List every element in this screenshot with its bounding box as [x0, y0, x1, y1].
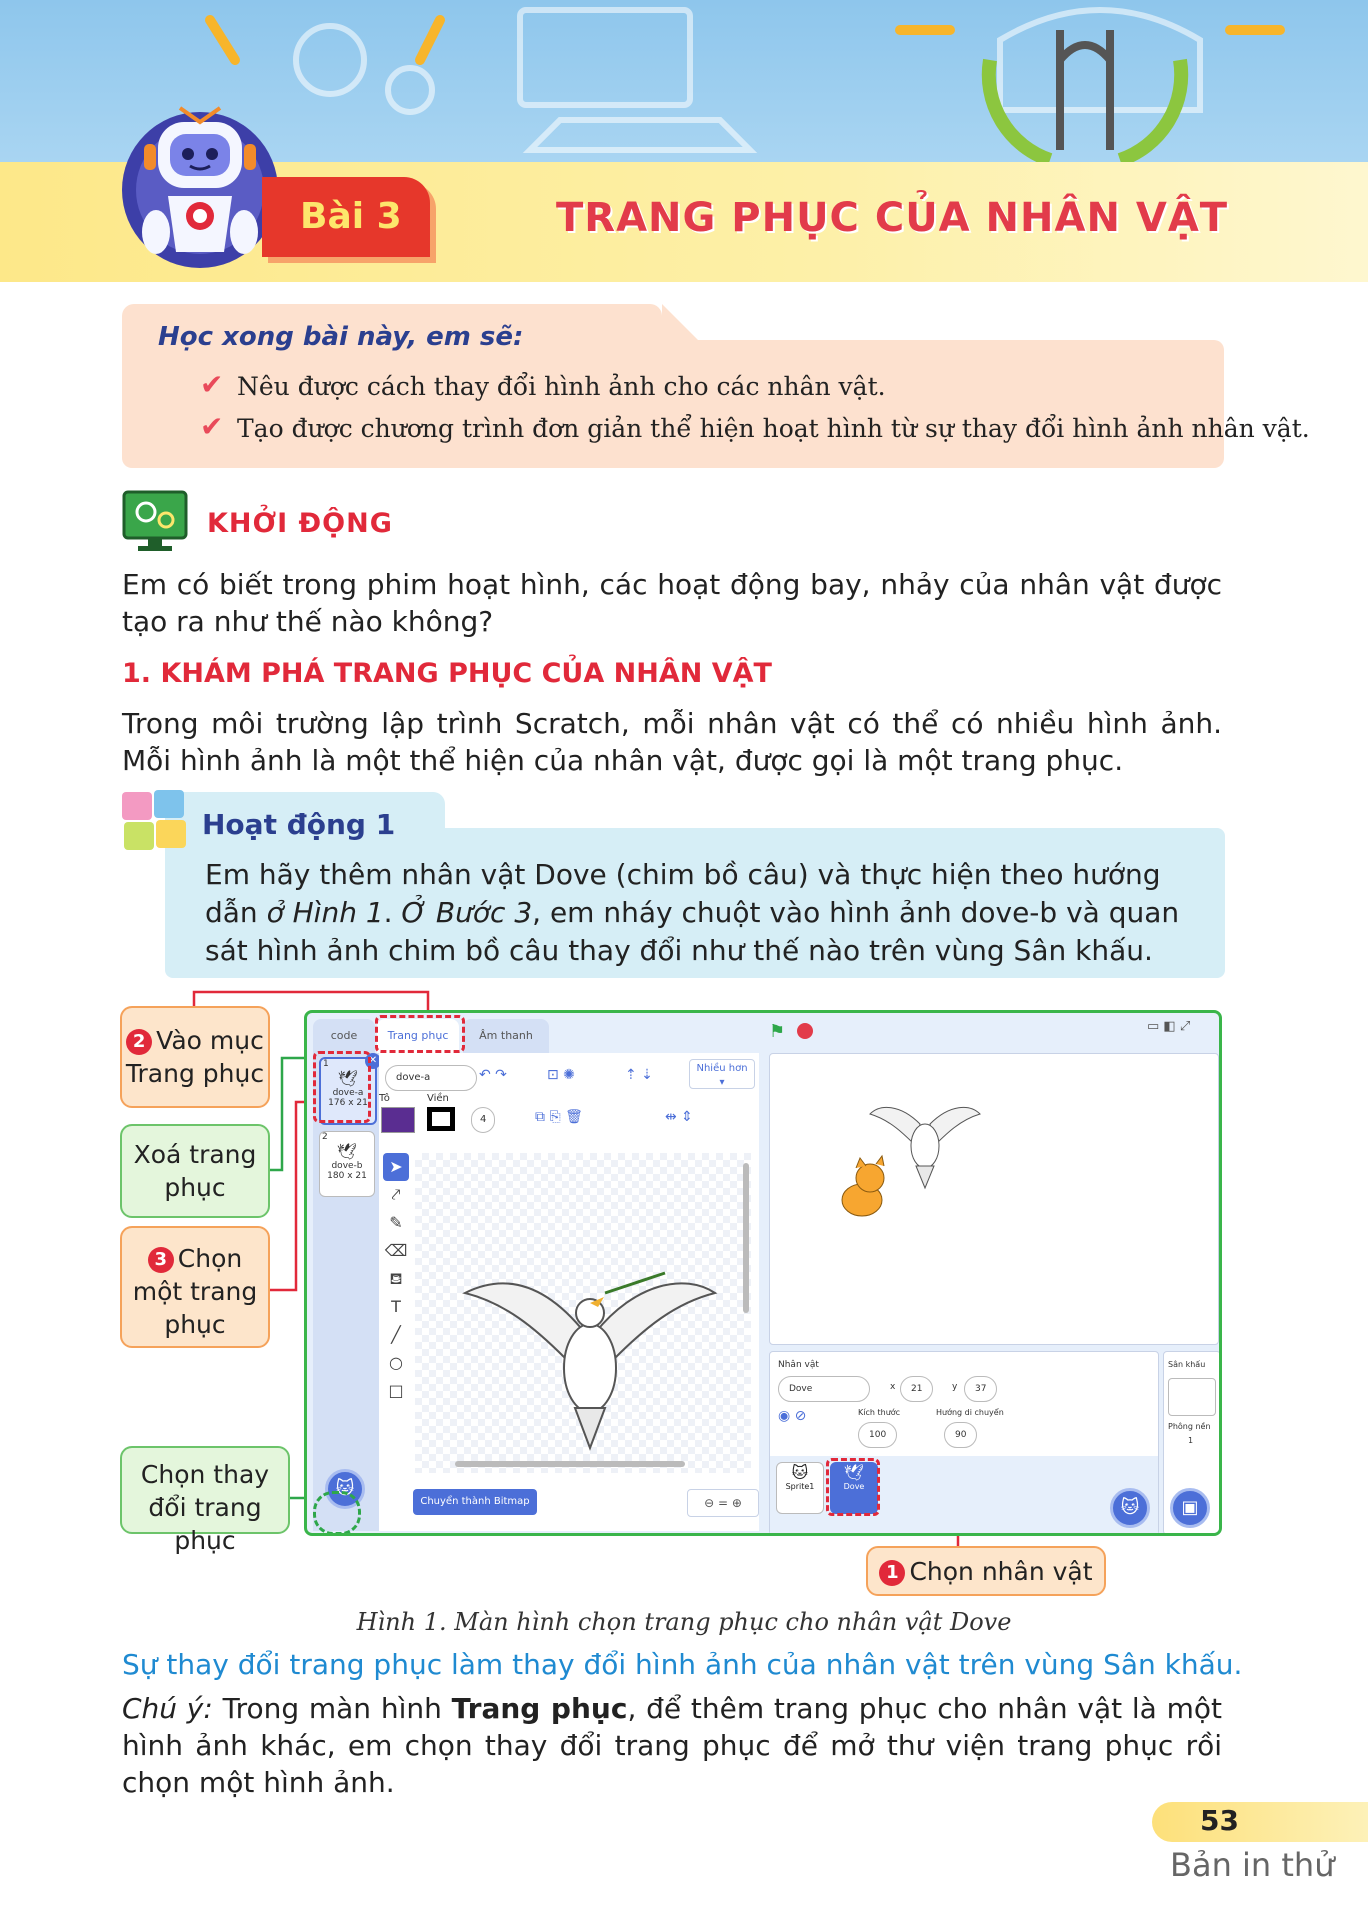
puzzle-icon [118, 786, 190, 856]
dove-thumbnail-icon: 🕊 [843, 1463, 865, 1482]
paint-editor [379, 1053, 759, 1531]
callout-text: Xoá trang phục [133, 1140, 257, 1202]
dove-thumbnail-icon: 🕊 [337, 1069, 359, 1088]
outline-color-picker[interactable] [427, 1107, 455, 1131]
tab-code[interactable] [313, 1019, 375, 1053]
tab-label: code [330, 1029, 358, 1042]
section-text: Trong môi trường lập trình Scratch, mỗi nhân vật có thể có nhiều hình ảnh. Mỗi hình ảnh là một thể hiện của nhân vật, được gọi là một trang phục. [122, 707, 1222, 777]
highlight-selected-costume [313, 1051, 371, 1123]
zoom-controls [687, 1489, 759, 1517]
show-hide-icons[interactable]: ◉ ⊘ [778, 1408, 807, 1424]
conclusion-text: Sự thay đổi trang phục làm thay đổi hình ảnh của nhân vật trên vùng Sân khấu. [122, 1648, 1243, 1681]
x-input[interactable]: 21 [900, 1376, 933, 1402]
costume-size: 176 x 21 [328, 1098, 368, 1108]
callout-text: Chọn một trang phục [132, 1244, 258, 1339]
circle-tool-icon[interactable]: ○ [389, 1353, 403, 1372]
horizontal-scrollbar[interactable] [455, 1461, 685, 1467]
select-tool-icon[interactable]: ➤ [383, 1153, 409, 1181]
costume-list [313, 1053, 379, 1531]
fill-label: Tô [379, 1093, 390, 1104]
fill-tool-icon[interactable]: ⛾ [389, 1269, 403, 1288]
section-title: 1. KHÁM PHÁ TRANG PHỤC CỦA NHÂN VẬT [122, 658, 772, 689]
highlight-selected-sprite [826, 1458, 880, 1516]
highlight-costume-tab [375, 1015, 465, 1053]
tab-sounds[interactable] [463, 1019, 549, 1053]
note-label: Chú ý: [122, 1692, 213, 1725]
brush-tool-icon[interactable]: ✎ [389, 1213, 403, 1232]
more-button[interactable]: Nhiều hơn ▾ [689, 1059, 755, 1089]
zoom-out-icon[interactable]: ⊖ [704, 1496, 715, 1510]
activity-text-part: . [383, 896, 402, 929]
note-text: Trong màn hình [212, 1692, 452, 1725]
stage-thumbnail[interactable] [1168, 1378, 1216, 1416]
undo-redo-icon[interactable]: ↶ ↷ [479, 1067, 507, 1083]
outline-label: Viền [427, 1093, 449, 1104]
rectangle-tool-icon[interactable]: □ [388, 1381, 404, 1400]
y-label: y [952, 1382, 958, 1392]
objectives-heading: Học xong bài này, em sẽ: [158, 322, 524, 352]
choose-sprite-button[interactable]: 🐱 [1110, 1488, 1150, 1528]
dove-thumbnail-icon: 🕊 [336, 1142, 358, 1161]
objective-item: Tạo được chương trình đơn giản thể hiện hoạt hình từ sự thay đổi hình ảnh nhân vật. [237, 414, 1310, 443]
step-number-badge: 3 [148, 1247, 174, 1273]
delete-icon[interactable]: ✕ [365, 1053, 381, 1069]
robot-mascot [120, 100, 280, 270]
vertical-scrollbar[interactable] [743, 1163, 749, 1313]
stage-size-icons[interactable]: ▭ ◧ ⤢ [1147, 1019, 1191, 1034]
zoom-reset-button[interactable]: = [717, 1496, 729, 1510]
line-tool-icon[interactable]: ╱ [391, 1325, 401, 1344]
stop-icon[interactable] [797, 1023, 813, 1039]
eraser-tool-icon[interactable]: ⌫ [384, 1241, 408, 1260]
callout-text: Chọn nhân vật [909, 1557, 1093, 1586]
check-icon: ✔ [200, 368, 224, 401]
warmup-text: Em có biết trong phim hoạt hình, các hoạt động bay, nhảy của nhân vật được tạo ra như thế nào không? [122, 568, 1222, 638]
costume-number: 2 [322, 1132, 328, 1142]
note-paragraph [122, 1690, 1222, 1801]
fill-color-picker[interactable] [381, 1107, 415, 1133]
callout-select-costume [120, 1226, 270, 1348]
stage-label: Sân khấu [1168, 1360, 1206, 1369]
callout-costume-tab [120, 1006, 270, 1108]
costume-item[interactable] [319, 1131, 375, 1197]
sprite-list [770, 1456, 1158, 1534]
sprite-name-input[interactable]: Dove [778, 1376, 870, 1402]
callout-text: Vào mục Trang phục [125, 1026, 265, 1088]
sprite-thumbnail[interactable] [776, 1462, 824, 1514]
callout-choose-sprite [866, 1546, 1106, 1596]
activity-title: Hoạt động 1 [202, 808, 396, 841]
callout-delete-costume [120, 1124, 270, 1218]
activity-text [205, 856, 1205, 970]
sprite-thumb-label: Dove [843, 1482, 865, 1491]
reshape-tool-icon[interactable]: ⤤ [391, 1185, 401, 1204]
highlight-choose-costume [313, 1491, 361, 1535]
figure-reference: ở Hình 1 [266, 896, 384, 929]
activity-text-part: , em nháy chuột vào hình ảnh dove-b và quan sát hình ảnh chim bồ câu thay đổi như thế nào trên vùng Sân khấu. [205, 896, 1180, 967]
choose-backdrop-button[interactable]: ▣ [1170, 1488, 1210, 1528]
more-label: Nhiều hơn [696, 1063, 748, 1074]
backdrop-count: 1 [1188, 1436, 1194, 1445]
green-flag-icon[interactable]: ⚑ [769, 1021, 786, 1042]
size-label: Kích thước [858, 1408, 901, 1417]
warmup-title: KHỞI ĐỘNG [207, 508, 393, 539]
direction-input[interactable]: 90 [944, 1422, 977, 1448]
y-input[interactable]: 37 [964, 1376, 997, 1402]
step-number-badge: 2 [126, 1029, 152, 1055]
activity-text-part: Em hãy thêm nhân vật Dove (chim bồ câu) và thực hiện theo hướng dẫn [205, 858, 1161, 929]
stage-selector-pane [1163, 1351, 1221, 1535]
objectives-box [122, 340, 1224, 468]
costume-size: 180 x 21 [327, 1171, 367, 1181]
tab-label: Trang phục [387, 1029, 449, 1042]
sprite-info-pane [769, 1351, 1159, 1535]
lesson-number-badge: Bài 3 [262, 177, 430, 257]
flip-icons[interactable]: ⇹ ⇕ [665, 1109, 693, 1125]
copy-paste-delete-icons[interactable]: ⧉ ⎘ 🗑 [535, 1109, 583, 1125]
tab-label: Âm thanh [479, 1029, 533, 1042]
figure-caption: Hình 1. Màn hình chọn trang phục cho nhân vật Dove [356, 1608, 1012, 1636]
warmup-monitor-icon [122, 490, 188, 554]
x-label: x [890, 1382, 896, 1392]
objective-item: Nêu được cách thay đổi hình ảnh cho các nhân vật. [237, 372, 886, 401]
note-text: , để thêm trang phục cho nhân vật là một hình ảnh khác, em chọn thay đổi trang phục để mở thư viện trang phục rồi chọn một hình ảnh. [122, 1692, 1222, 1799]
stage-sprites-drawing [770, 1054, 1218, 1344]
note-bold-term: Trang phục [451, 1692, 628, 1725]
size-input[interactable]: 100 [858, 1422, 897, 1448]
convert-bitmap-button[interactable]: Chuyển thành Bitmap [413, 1489, 537, 1515]
step-reference: Ở Bước 3 [401, 896, 533, 929]
stage-area[interactable] [769, 1053, 1219, 1345]
sprite-label: Nhân vật [778, 1360, 819, 1370]
direction-label: Hướng di chuyển [936, 1408, 1004, 1417]
choose-costume-button[interactable]: 🐱 [325, 1469, 365, 1509]
canvas[interactable] [415, 1153, 751, 1473]
outline-width-input[interactable]: 4 [471, 1107, 495, 1133]
page-number-bar [1152, 1802, 1368, 1842]
dove-costume-drawing [415, 1153, 751, 1473]
costume-name: dove-b [331, 1161, 363, 1171]
draft-label: Bản in thử [1170, 1846, 1335, 1884]
costume-name: dove-a [332, 1088, 364, 1098]
scratch-screenshot-figure [304, 1010, 1222, 1536]
text-tool-icon[interactable]: T [391, 1297, 401, 1316]
paint-tools [383, 1153, 409, 1433]
page-number: 53 [1200, 1804, 1239, 1837]
callout-text: Chọn thay đổi trang phục [140, 1460, 270, 1555]
zoom-in-icon[interactable]: ⊕ [731, 1496, 742, 1510]
check-icon: ✔ [200, 410, 224, 443]
step-number-badge: 1 [879, 1560, 905, 1586]
costume-number: 1 [323, 1059, 329, 1069]
cat-thumbnail-icon: 🐱 [791, 1463, 809, 1482]
callout-change-costume [120, 1446, 290, 1555]
page-title: TRANG PHỤC CỦA NHÂN VẬT [556, 195, 1229, 241]
sprite-thumb-label: Sprite1 [785, 1482, 815, 1491]
layer-order-icon[interactable]: ⇡ ⇣ [625, 1067, 653, 1083]
backdrop-label: Phông nền [1168, 1422, 1211, 1431]
costume-name-input[interactable]: dove-a [385, 1065, 477, 1091]
group-icon[interactable]: ⊡ ✺ [547, 1067, 575, 1083]
